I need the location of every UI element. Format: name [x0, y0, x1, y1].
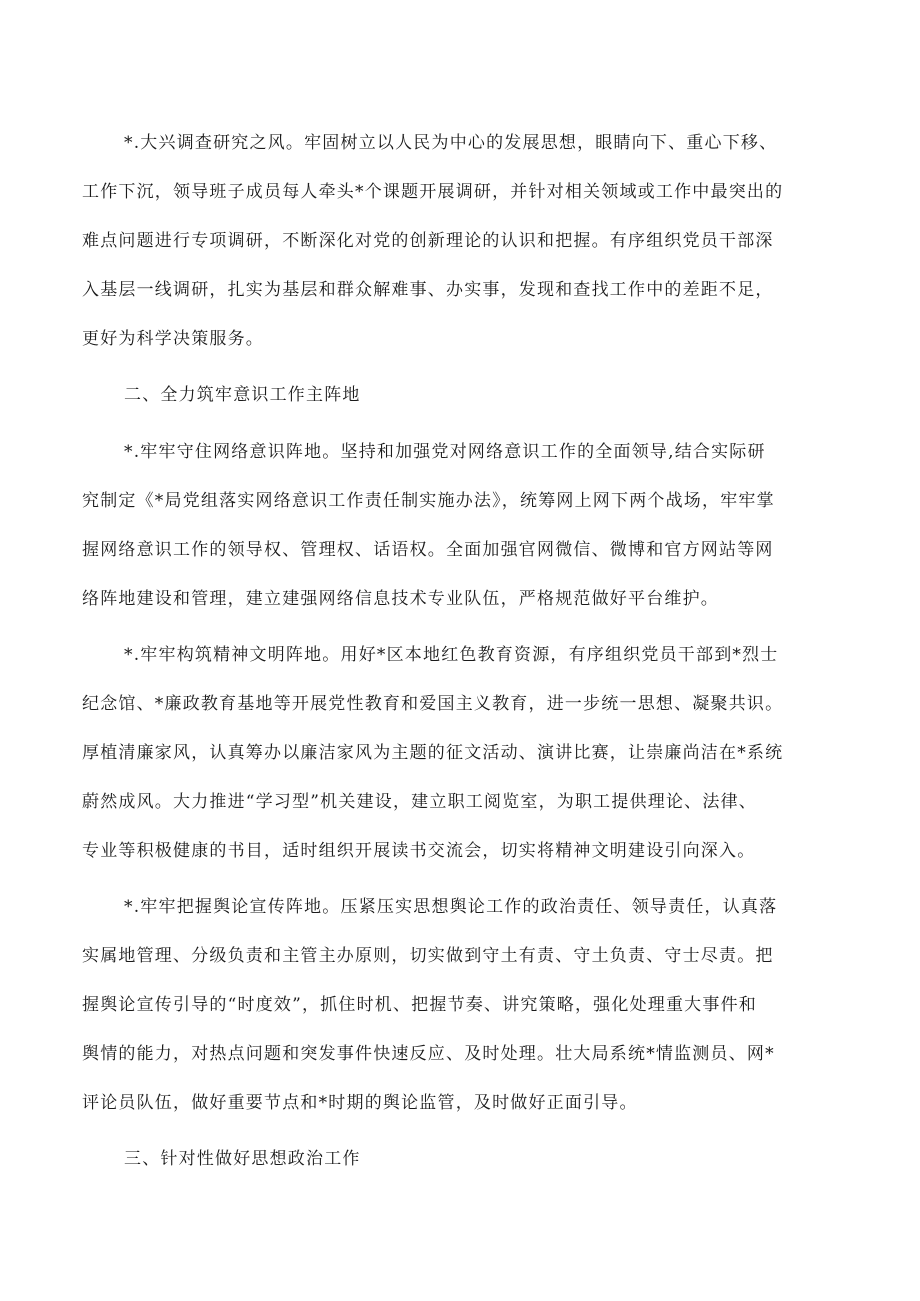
paragraph-3-line-1: *.牢牢构筑精神文明阵地。用好*区本地红色教育资源，有序组织党员干部到*烈士 — [124, 645, 779, 665]
paragraph-3-line-3: 厚植清廉家风，认真筹办以廉洁家风为主题的征文活动、演讲比赛，让崇廉尚洁在*系统 — [82, 743, 784, 763]
section-heading-2: 二、全力筑牢意识工作主阵地 — [124, 385, 361, 405]
paragraph-3-line-5: 专业等积极健康的书目，适时组织开展读书交流会，切实将精神文明建设引向深入。 — [82, 841, 756, 861]
section-heading-3: 三、针对性做好思想政治工作 — [124, 1149, 361, 1169]
paragraph-1-line-5: 更好为科学决策服务。 — [82, 329, 264, 349]
paragraph-2-line-1: *.牢牢守住网络意识阵地。坚持和加强党对网络意识工作的全面领导,结合实际研 — [124, 442, 766, 462]
paragraph-1-line-3: 难点问题进行专项调研，不断深化对党的创新理论的认识和把握。有序组织党员干部深 — [82, 231, 774, 251]
paragraph-3-line-4: 蔚然成风。大力推进“学习型”机关建设，建立职工阅览室，为职工提供理论、法律、 — [82, 792, 757, 812]
paragraph-4-line-2: 实属地管理、分级负责和主管主办原则，切实做到守土有责、守土负责、守士尽责。把 — [82, 946, 774, 966]
paragraph-2-line-4: 络阵地建设和管理，建立建强网络信息技术专业队伍，严格规范做好平台维护。 — [82, 589, 719, 609]
paragraph-2-line-2: 究制定《*局党组落实网络意识工作责任制实施办法》，统筹网上网下两个战场，牢牢掌 — [82, 491, 775, 511]
paragraph-4-line-3: 握舆论宣传引导的“时度效”，抓住时机、把握节奏、讲究策略，强化处理重大事件和 — [82, 995, 757, 1015]
paragraph-4-line-1: *.牢牢把握舆论宣传阵地。压紧压实思想舆论工作的政治责任、领导责任，认真落 — [124, 897, 778, 917]
paragraph-1-line-4: 入基层一线调研，扎实为基层和群众解难事、办实事，发现和查找工作中的差距不足， — [82, 280, 774, 300]
paragraph-1-line-2: 工作下沉，领导班子成员每人牵头*个课题开展调研，并针对相关领域或工作中最突出的 — [82, 182, 784, 202]
paragraph-3-line-2: 纪念馆、*廉政教育基地等开展党性教育和爱国主义教育，进一步统一思想、凝聚共识。 — [82, 694, 784, 714]
paragraph-1-line-1: *.大兴调查研究之风。牢固树立以人民为中心的发展思想，眼睛向下、重心下移、 — [124, 133, 778, 153]
paragraph-4-line-4: 舆情的能力，对热点问题和突发事件快速反应、及时处理。壮大局系统*情监测员、网* — [82, 1044, 775, 1064]
paragraph-4-line-5: 评论员队伍，做好重要节点和*时期的舆论监管，及时做好正面引导。 — [82, 1093, 638, 1113]
paragraph-2-line-3: 握网络意识工作的领导权、管理权、话语权。全面加强官网微信、微博和官方网站等网 — [82, 540, 774, 560]
